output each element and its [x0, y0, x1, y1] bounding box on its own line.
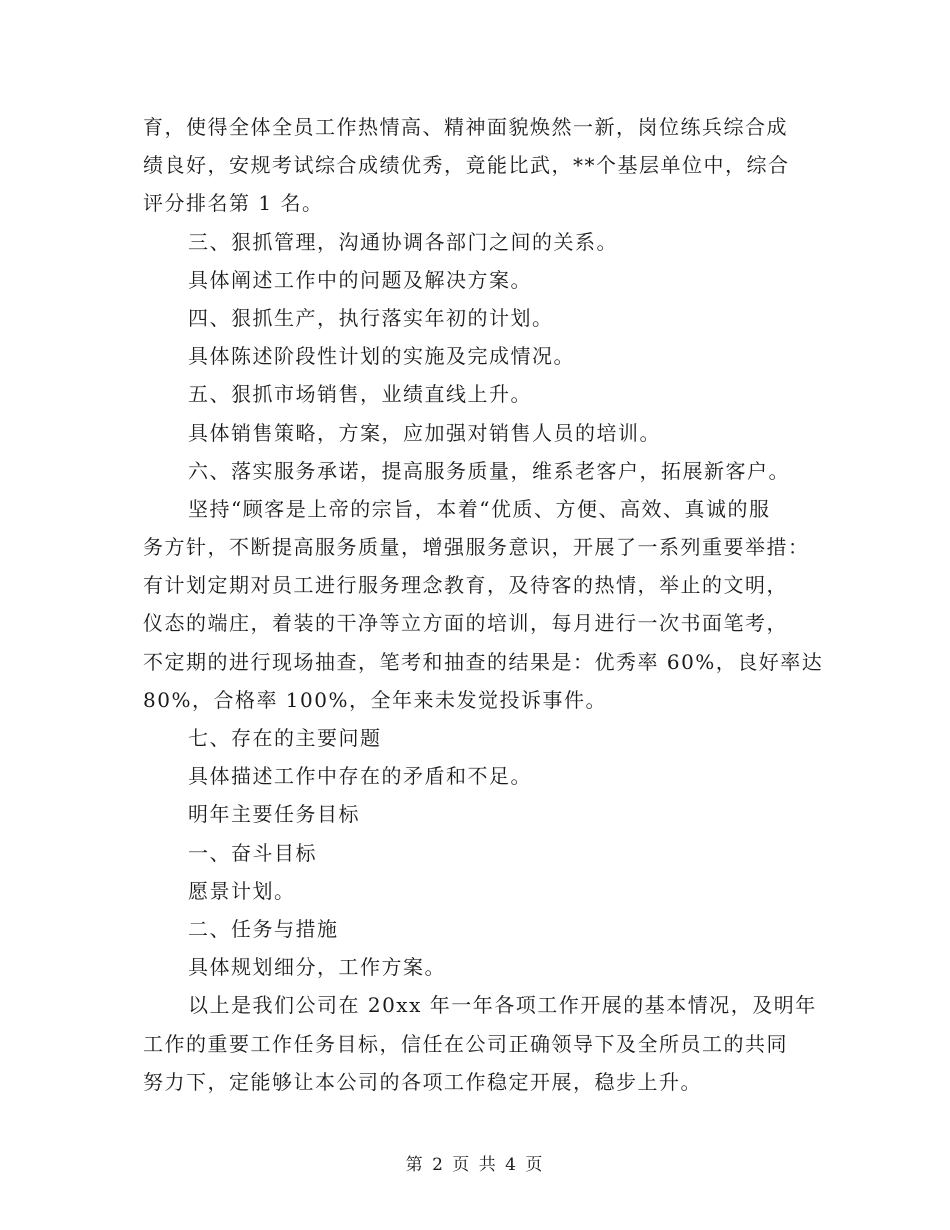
section-heading: 七、存在的主要问题: [188, 726, 382, 750]
text-line: 具体阐述工作中的问题及解决方案。: [188, 267, 532, 292]
text-line: 坚持“顾客是上帝的宗旨，本着“优质、方便、高效、真诚的服: [188, 496, 771, 521]
section-heading: 五、狠抓市场销售，业绩直线上升。: [188, 382, 532, 407]
text-line: 有计划定期对员工进行服务理念教育，及待客的热情，举止的文明，: [143, 573, 788, 598]
text-line: 评分排名第 1 名。: [143, 191, 324, 216]
text-line: 绩良好，安规考试综合成绩优秀，竟能比武，**个基层单位中，综合: [143, 153, 790, 178]
text-line: 具体描述工作中存在的矛盾和不足。: [188, 764, 532, 789]
text-line: 仪态的端庄，着装的干净等立方面的培训，每月进行一次书面笔考，: [143, 611, 788, 636]
text-line: 务方针，不断提高服务质量，增强服务意识，开展了一系列重要举措：: [143, 535, 810, 560]
section-heading: 三、狠抓管理，沟通协调各部门之间的关系。: [188, 229, 618, 254]
text-line: 努力下，定能够让本公司的各项工作稳定开展，稳步上升。: [143, 1069, 702, 1094]
text-line: 工作的重要工作任务目标，信任在公司正确领导下及全所员工的共同: [143, 1031, 788, 1056]
text-line: 以上是我们公司在 20xx 年一年各项工作开展的基本情况，及明年: [188, 993, 817, 1018]
section-heading: 明年主要任务目标: [188, 802, 360, 827]
text-line: 具体销售策略，方案，应加强对销售人员的培训。: [188, 420, 661, 445]
text-line: 80%，合格率 100%，全年来未发觉投诉事件。: [143, 687, 607, 712]
text-line: 具体陈述阶段性计划的实施及完成情况。: [188, 344, 575, 369]
section-heading: 一、奋斗目标: [188, 840, 317, 865]
section-heading: 四、狠抓生产，执行落实年初的计划。: [188, 305, 554, 330]
text-line: 具体规划细分，工作方案。: [188, 955, 446, 980]
document-body: [143, 108, 824, 1101]
text-line: 育，使得全体全员工作热情高、精神面貌焕然一新，岗位练兵综合成: [143, 115, 788, 139]
section-heading: 六、落实服务承诺，提高服务质量，维系老客户，拓展新客户。: [188, 458, 790, 483]
section-heading: 二、任务与措施: [188, 916, 339, 941]
text-line: 愿景计划。: [188, 878, 296, 903]
page-number-footer: 第 2 页 共 4 页: [405, 1155, 545, 1175]
text-line: 不定期的进行现场抽查，笔考和抽查的结果是：优秀率 60%，良好率达: [143, 649, 824, 674]
